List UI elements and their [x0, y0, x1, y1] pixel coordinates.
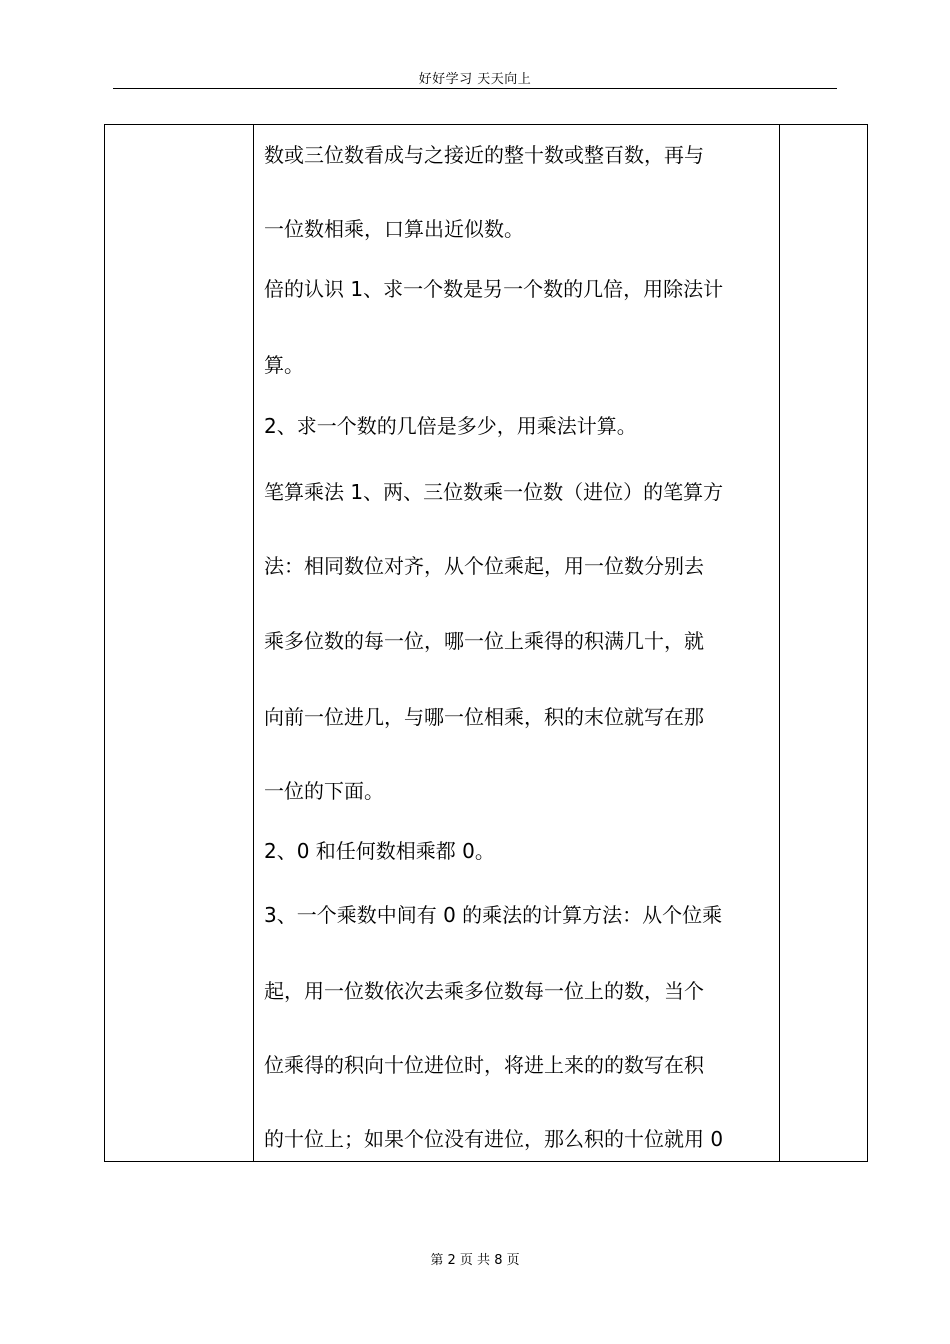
text-line: 乘多位数的每一位，哪一位上乘得的积满几十，就	[264, 629, 704, 653]
text-line: 的十位上；如果个位没有进位，那么积的十位就用 0	[264, 1127, 724, 1151]
content-cell	[264, 125, 774, 1161]
text-line: 2、0 和任何数相乘都 0。	[264, 839, 495, 863]
text-line: 位乘得的积向十位进位时，将进上来的的数写在积	[264, 1053, 704, 1077]
text-line: 数或三位数看成与之接近的整十数或整百数，再与	[264, 143, 704, 167]
page-header: 好好学习 天天向上	[418, 72, 532, 87]
text-line: 向前一位进几，与哪一位相乘，积的末位就写在那	[264, 705, 704, 729]
text-line: 一位数相乘，口算出近似数。	[264, 217, 524, 241]
text-line: 起，用一位数依次去乘多位数每一位上的数，当个	[264, 979, 704, 1003]
text-line: 2、求一个数的几倍是多少，用乘法计算。	[264, 414, 637, 438]
text-line: 算。	[264, 353, 304, 377]
header-rule	[113, 88, 837, 89]
left-column-divider	[253, 125, 254, 1161]
text-line: 一位的下面。	[264, 779, 384, 803]
text-line: 法：相同数位对齐，从个位乘起，用一位数分别去	[264, 554, 704, 578]
text-line: 倍的认识 1、求一个数是另一个数的几倍，用除法计	[264, 277, 724, 301]
content-table	[104, 124, 868, 1162]
right-column-divider	[779, 125, 780, 1161]
text-line: 笔算乘法 1、两、三位数乘一位数（进位）的笔算方	[264, 480, 724, 504]
text-line: 3、一个乘数中间有 0 的乘法的计算方法：从个位乘	[264, 903, 723, 927]
page-footer: 第 2 页 共 8 页	[430, 1253, 520, 1268]
